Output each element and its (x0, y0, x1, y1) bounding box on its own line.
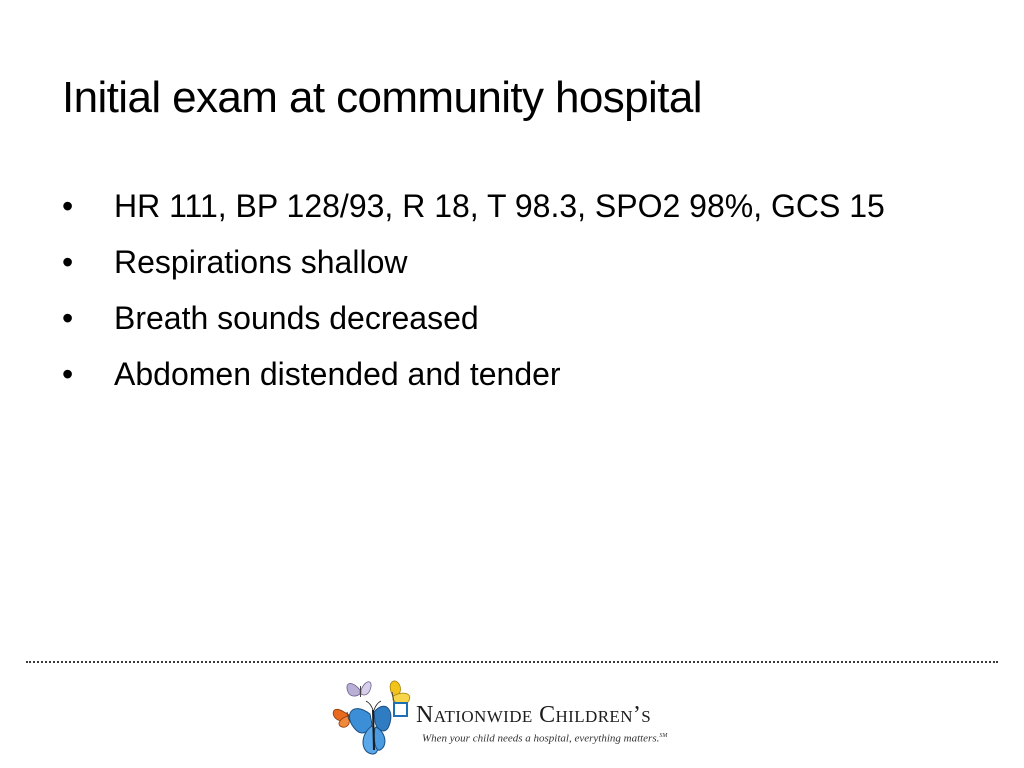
bullet-text: Abdomen distended and tender (114, 356, 561, 392)
bullet-icon: • (62, 356, 74, 392)
list-item (62, 354, 962, 394)
list-item (62, 242, 962, 282)
logo-square-icon (393, 702, 408, 717)
slide-title: Initial exam at community hospital (62, 73, 702, 122)
bullet-text: HR 111, BP 128/93, R 18, T 98.3, SPO2 98%, GCS 15 (114, 188, 885, 224)
logo-wordmark: Nationwide Children’s (416, 702, 652, 728)
logo-tagline-text: When your child needs a hospital, everything matters. (422, 732, 660, 745)
bullet-icon: • (62, 300, 74, 336)
service-mark: SM (659, 733, 668, 739)
bullet-text: Breath sounds decreased (114, 300, 479, 336)
bullet-list (62, 186, 962, 410)
butterfly-orange-icon (333, 709, 349, 727)
logo-tagline (422, 729, 667, 746)
list-item (62, 298, 962, 338)
list-item (62, 186, 962, 226)
footer-logo (330, 672, 700, 758)
bullet-icon: • (62, 244, 74, 280)
butterfly-lilac-icon (347, 682, 371, 697)
footer-divider (26, 661, 998, 663)
bullet-text: Respirations shallow (114, 244, 408, 280)
bullet-icon: • (62, 188, 74, 224)
butterfly-blue-icon (349, 701, 390, 754)
